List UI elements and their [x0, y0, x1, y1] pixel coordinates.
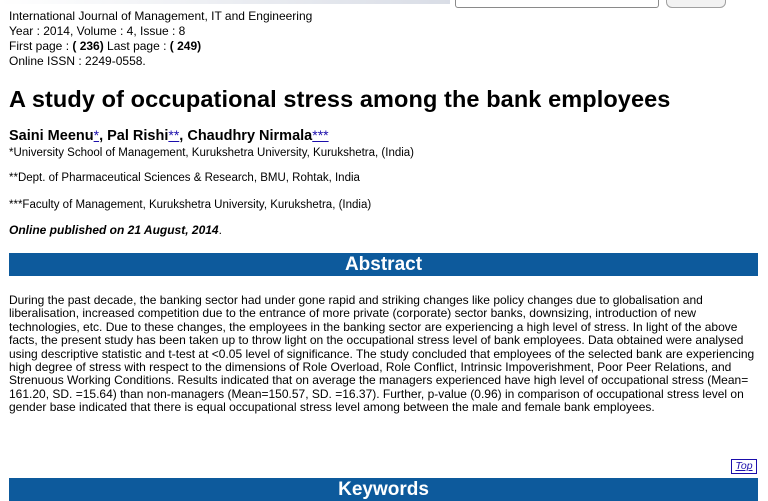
search-input[interactable] [455, 0, 659, 8]
author-affiliation-link[interactable]: ** [168, 127, 180, 143]
author-list: Saini Meenu*, Pal Rishi**, Chaudhry Nirmala*** [9, 127, 329, 144]
login-button[interactable] [666, 0, 726, 8]
abstract-text: During the past decade, the banking sector had under gone rapid and striking changes like policy changes due to globalisation and liberalisation, increased competition due to the entrance of more private (corporate) sector banks, downsizing, introduction of new technologies, etc. Due to these changes, the employees in the banking sector are experiencing a high level of stress. In light of the above facts, the present study has been taken up to throw light on the occupational stress level of bank employees. Data obtained were analysed using descriptive statistic and t-test at <0.05 level of significance. The study concluded that employees of the selected bank are experiencing high degree of stress with respect to the dimensions of Role Overload, Role Conflict, Intrinsic Impoverishment, Poor Peer Relations, and Strenuous Working Conditions. Results indicated that on average the managers experienced have high level of occupational stress (Mean= 161.20, SD. =15.64) than non-managers (Mean=150.57, SD. =16.37). Further, p-value (0.96) in comparison of occupational stress level on gender base indicated that there is equal occupational stress level among between the male and female bank employees. [9, 293, 755, 415]
journal-meta [9, 9, 312, 69]
last-page-label: Last page : [103, 39, 170, 53]
abstract-heading: Abstract [9, 253, 758, 276]
banner-gradient [0, 0, 450, 4]
author-affiliation-link[interactable]: *** [312, 127, 329, 143]
top-banner [0, 0, 768, 9]
online-issn: Online ISSN : 2249-0558. [9, 54, 146, 68]
affiliation: **Dept. of Pharmaceutical Sciences & Research, BMU, Rohtak, India [9, 172, 360, 184]
author-affiliation-link[interactable]: * [93, 127, 100, 143]
affiliation: *University School of Management, Kurukshetra University, Kurukshetra, (India) [9, 147, 415, 159]
article-title: A study of occupational stress among the bank employees [9, 86, 671, 112]
affiliation: ***Faculty of Management, Kurukshetra University, Kurukshetra, (India) [9, 199, 372, 211]
publication-date-suffix: . [218, 223, 222, 237]
journal-year-volume-issue: Year : 2014, Volume : 4, Issue : 8 [9, 24, 186, 38]
back-to-top-link[interactable]: Top [731, 459, 757, 474]
author-name: Pal Rishi [107, 128, 169, 144]
publication-date-text: Online published on 21 August, 2014 [9, 223, 219, 237]
page-range [9, 39, 312, 54]
publication-date [9, 223, 222, 237]
last-page: ( 249) [169, 39, 202, 53]
author-name: Saini Meenu [9, 128, 94, 144]
first-page: ( 236) [72, 39, 104, 53]
first-page-label: First page : [9, 39, 73, 53]
journal-name: International Journal of Management, IT and Engineering [9, 9, 313, 23]
author-name: Chaudhry Nirmala [187, 128, 313, 144]
keywords-heading: Keywords [9, 478, 758, 501]
